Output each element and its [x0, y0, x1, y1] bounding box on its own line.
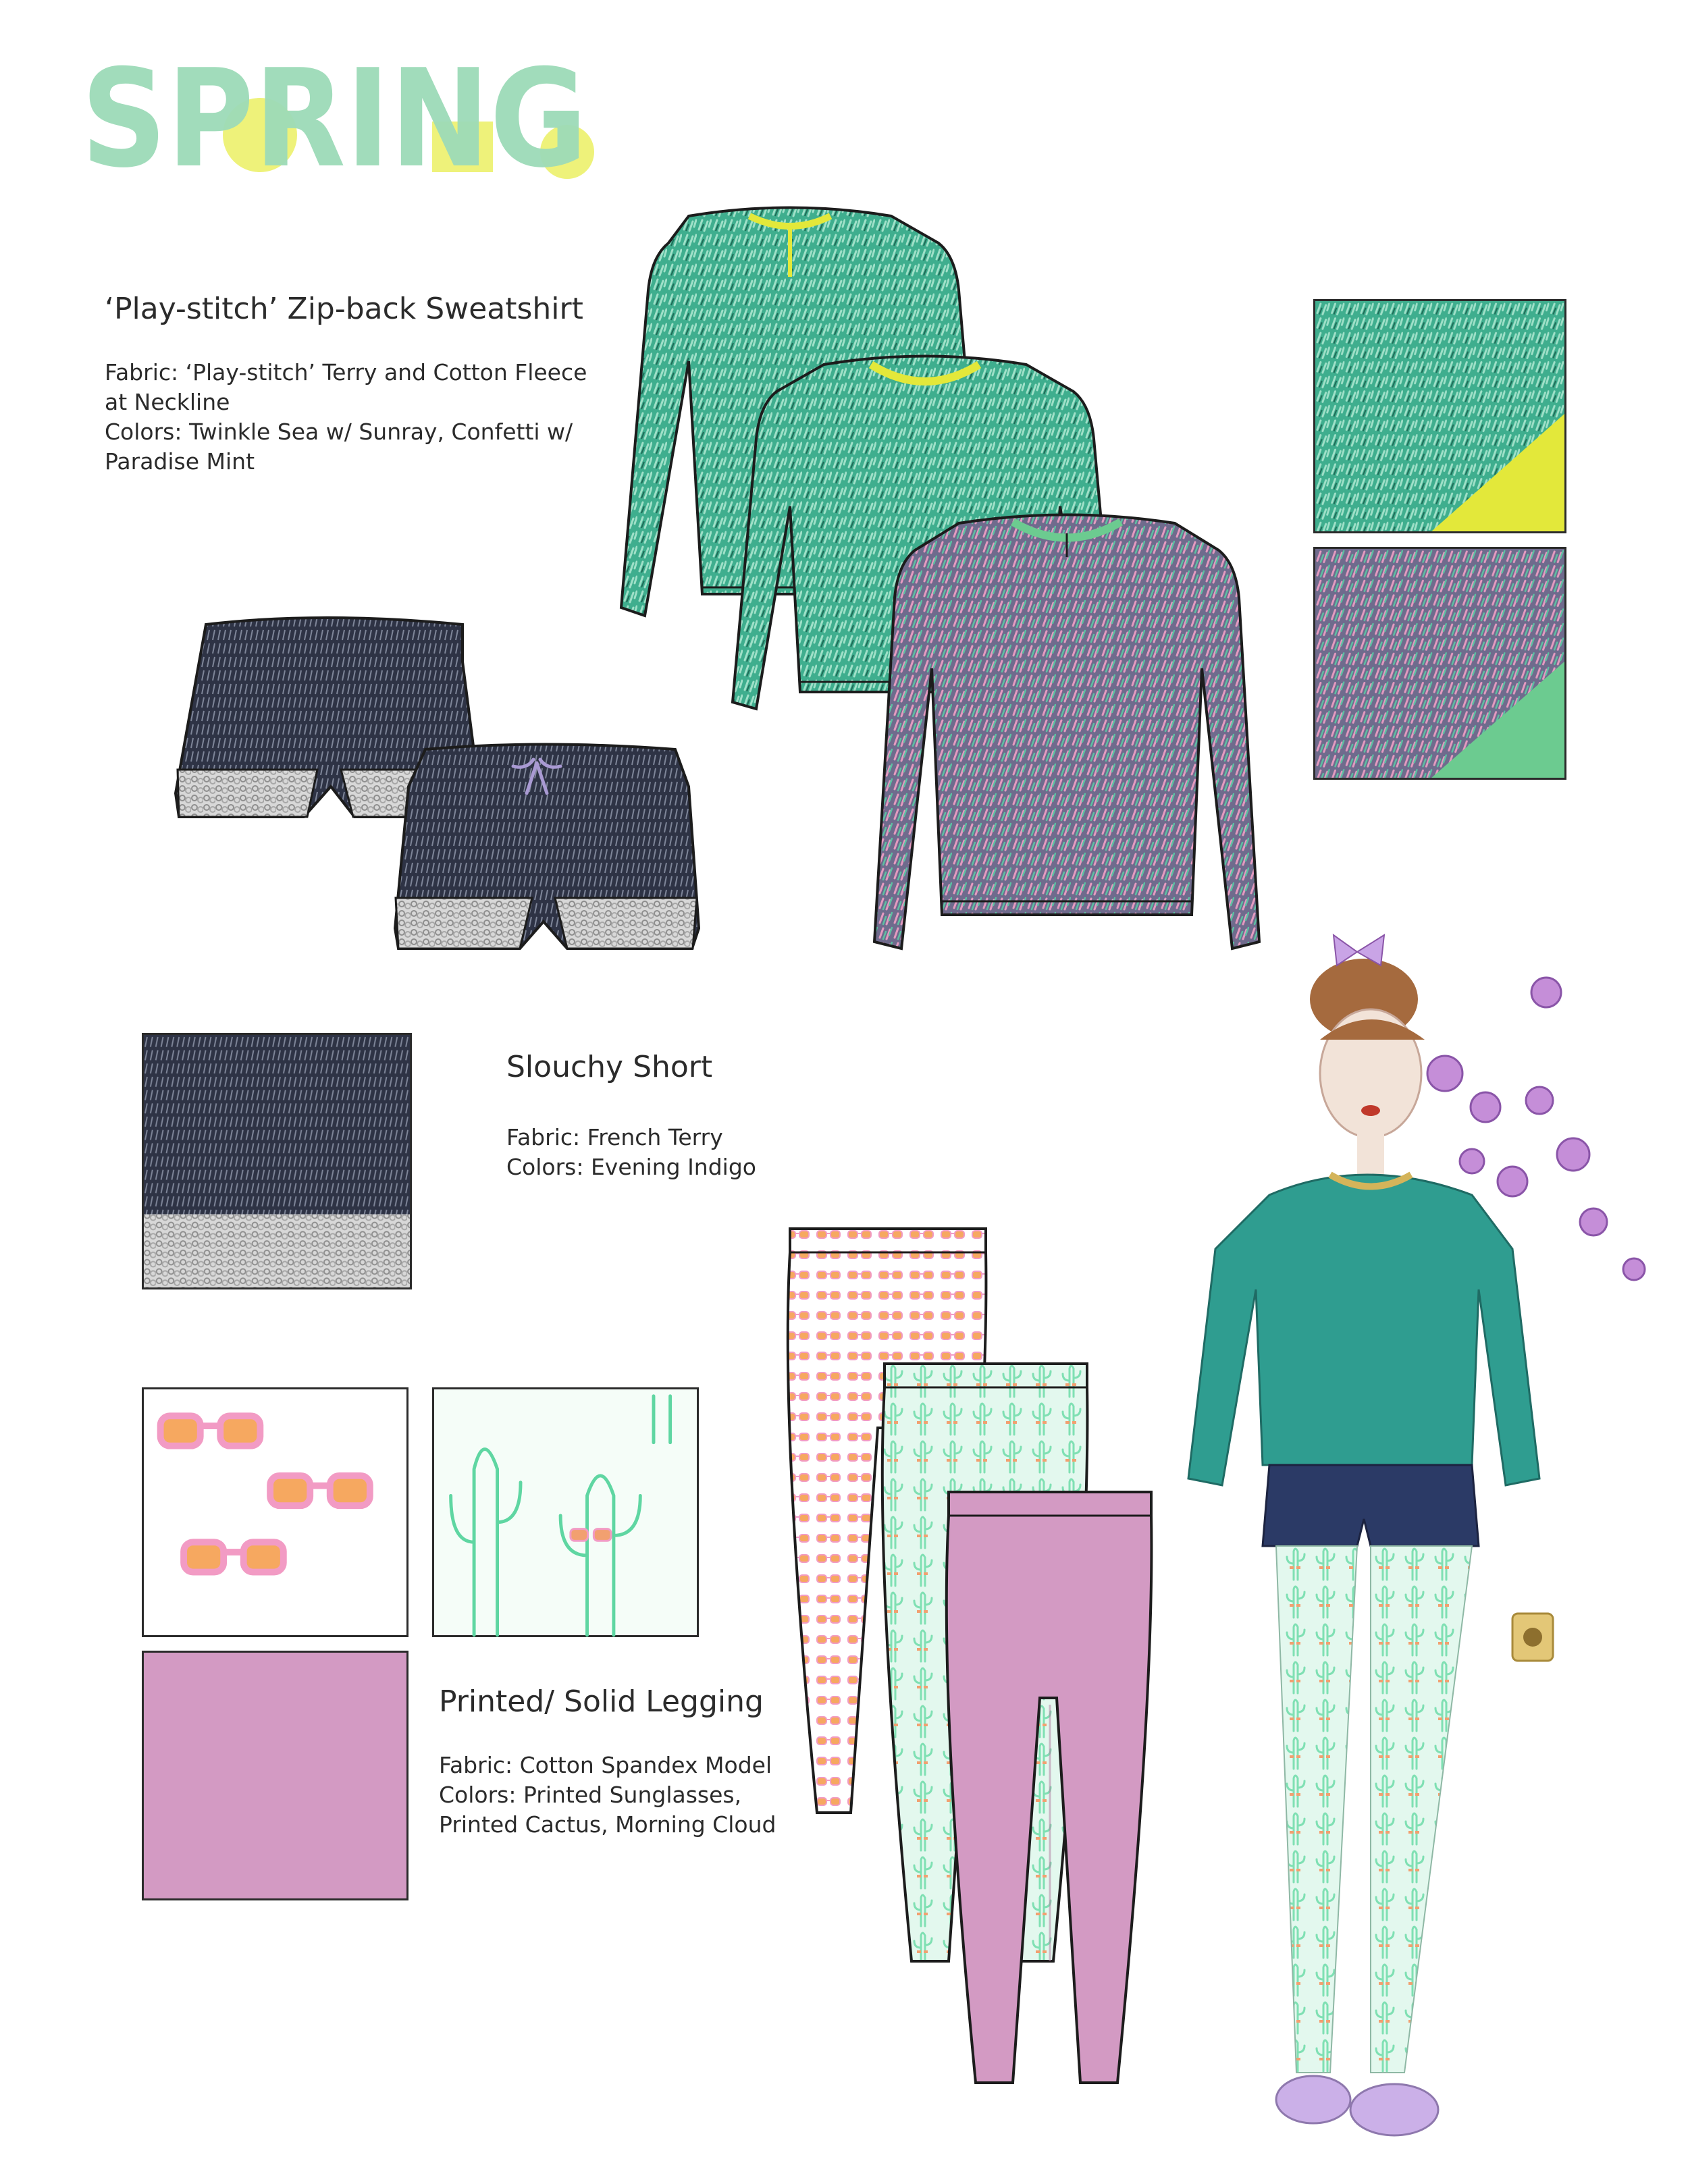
sweatshirt-title: ‘Play-stitch’ Zip-back Sweatshirt	[105, 292, 583, 326]
legging-title: Printed/ Solid Legging	[439, 1684, 764, 1719]
sweatshirt-description	[105, 292, 618, 477]
swatch-printed-cactus	[432, 1387, 699, 1637]
spring-logo	[81, 41, 594, 198]
swatch-confetti-paradise-mint	[1313, 547, 1566, 780]
legging-flat-morning-cloud	[942, 1489, 1158, 2089]
fashion-illustration	[1161, 938, 1647, 2174]
swatch-twinkle-sea-sunray	[1313, 299, 1566, 533]
logo-text: SPRING	[81, 41, 587, 198]
short-description	[506, 1050, 912, 1182]
legging-details: Fabric: Cotton Spandex Model Colors: Printed Sunglasses, Printed Cactus, Morning Cloud	[439, 1751, 776, 1838]
sweatshirt-flat-confetti	[878, 510, 1256, 955]
swatch-printed-sunglasses	[142, 1387, 408, 1637]
sweatshirt-details: Fabric: ‘Play-stitch’ Terry and Cotton Fleece at Neckline Colors: Twinkle Sea w/ Sunray, Confetti w/ Paradise Mint	[105, 358, 587, 475]
short-details: Fabric: French Terry Colors: Evening Indigo	[506, 1123, 756, 1180]
sunglasses-icon	[144, 1389, 406, 1635]
swatch-evening-indigo	[142, 1033, 412, 1289]
swatch-morning-cloud	[142, 1651, 408, 1900]
cactus-icon	[434, 1389, 697, 1635]
short-flat-front	[398, 739, 682, 955]
short-title: Slouchy Short	[506, 1050, 713, 1084]
